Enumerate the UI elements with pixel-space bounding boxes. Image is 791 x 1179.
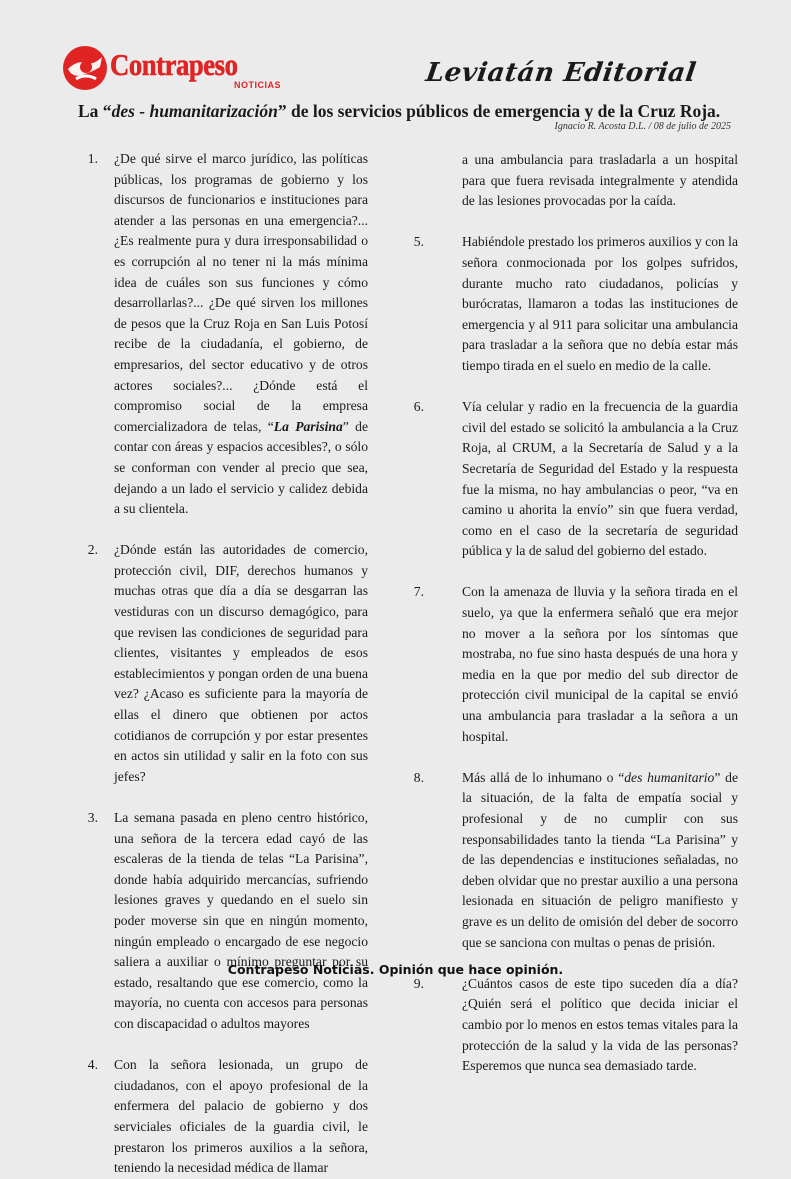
item-number: 9. [413,975,424,991]
item-text: Habiéndole prestado los primeros auxilios y con la señora conmocionada por los golpes sufridos, durante mucho rato ciudadanos, policías y burócratas, llamaron a todas las instituciones de emergencia y al 911 para solicitar una ambulancia para trasladar a la señora que no debía estar más tiempo tirada en el suelo en medio de la calle. [462,234,738,373]
item-text: ¿Cuántos casos de este tipo suceden día a día? ¿Quién será el político que decida iniciar el cambio por lo menos en estos temas vitales para la protección de la salud y la vida de las personas? Esperemos que nunca sea demasiado tarde. [462,975,738,1074]
list-item [413,768,738,953]
item-text-pre: ¿De qué sirve el marco jurídico, las políticas públicas, los programas de gobierno y los discursos de funcionarios e instituciones para atender a las personas en una emergencia?... ¿Es realmente pura y dura irresponsabilidad o es corrupción al no tener ni la más mínima idea de cuáles son sus funciones y cómo desarrollarlas?... ¿De qué sirven los millones de pesos que la Cruz Roja en San Luis Potosí recibe de la ciudadanía, el gobierno, de empresarios, del sector educativo y de otros actores sociales?... ¿Dónde está el compromiso social de la empresa comercializadora de telas, “ [114,151,368,434]
item-text: Con la amenaza de lluvia y la señora tirada en el suelo, ya que la enfermera señaló que era mejor no mover a la señora por los síntomas que mostraba, no fue sino hasta después de una hora y media en la que por medio del sub director de protección civil municipal de la capital se envió una ambulancia para trasladar a la señora a un hospital. [462,584,738,744]
item-number: 1. [87,151,98,166]
byline: Ignacio R. Acosta D.L. / 08 de julio de 2025 [554,121,731,132]
item-text-post: ” de contar con áreas y espacios accesibles?, o sólo se conforman con vender al precio que sea, dejando a un lado el servicio y calidez debida a su clientela. [114,418,368,517]
title-post: ” de los servicios públicos de emergencia y de la Cruz Roja. [277,101,721,121]
logo-mark-icon [62,45,108,91]
item-number: 2. [87,542,98,558]
article-title [78,101,758,122]
item-number: 5. [413,234,424,250]
item-text-post: ” de la situación, de la falta de empatía social y profesional y de no cumplir con sus responsabilidades tanto la tienda “La Parisina” y de las dependencias e instituciones señaladas, no deben olvidar que no prestar auxilio a una persona lesionada en situación de peligro manifiesto y grave es un delito de omisión del deber de socorro que se sanciona con multas o penas de prisión. [462,769,738,950]
list-item [78,808,368,1035]
item-text: ¿Dónde están las autoridades de comercio, protección civil, DIF, derechos humanos y muchas otras que día a día se desgarran las vestiduras con un discurso demagógico, para que revisen las condiciones de seguridad para clientes, visitantes y empleados de esos establecimientos y pongan orden de una buena vez? ¿Acaso es suficiente para la mayoría de ellas el dinero que obtienen por actos cotidianos de corrupción y por estar presentes en actos sin utilidad y salir en la foto con sus jefes? [114,542,368,784]
item-text-emphasis: des humanitario [624,769,715,785]
footer-tagline: Contrapeso Noticias. Opinión que hace opinión. [227,962,564,977]
item-continuation: a una ambulancia para trasladarla a un hospital para que fuera revisada integralmente y atendida de las lesiones provocadas por la caída. [462,152,738,209]
column-left [78,149,368,1179]
item-text: La semana pasada en pleno centro histórico, una señora de la tercera edad cayó de las escaleras de la tienda de telas “La Parisina”, donde había adquirido mercancías, sufriendo lesiones graves y quedando en el suelo sin poder moverse sin que en ningún momento, ningún empleado o encargado de ese negocio saliera a auxiliar o mínimo preguntar por su estado, resaltando que ese comercio, como la mayoría, no cuenta con accesos para personas con discapacidad o adultos mayores [114,810,368,1031]
list-item [78,149,368,520]
list-item [413,232,738,376]
list-item [413,974,738,1077]
item-text [114,149,368,520]
item-text [462,768,738,953]
list-item [78,1055,368,1179]
brand-sub: NOTICIAS [234,80,282,90]
item-number: 6. [413,399,424,415]
item-text: Con la señora lesionada, un grupo de ciudadanos, con el apoyo profesional de la enfermera del palacio de gobierno y dos serviciales oficiales de la guardia civil, le prestaron los primeros auxilios a la señora, teniendo la necesidad médica de llamar [114,1057,368,1176]
list-item [413,397,738,562]
title-pre: La “ [78,101,112,121]
title-emphasis: des - humanitarización [111,101,278,121]
item-text-pre: Más allá de lo inhumano o “ [462,769,625,785]
list-item [78,540,368,787]
item-number: 7. [413,584,424,600]
item-text: Vía celular y radio en la frecuencia de la guardia civil del estado se solicitó la ambulancia a la Cruz Roja, al CRUM, a la Secretaría de Salud y a la Secretaría de Seguridad del Estado y la respuesta fue la misma, no hay ambulancias o peor, “va en camino u ahorita la envío” sin que fuera verdad, como en el caso de la secretaría de seguridad pública y la de salud del gobierno del estado. [462,399,738,559]
column-right [413,150,738,1077]
item-text-emphasis: La Parisina [273,418,343,434]
item-number: 3. [87,810,98,825]
section-title: Leviatán Editorial [423,58,699,88]
item-number: 4. [87,1057,98,1073]
list-item [413,582,738,747]
item-number: 8. [413,769,424,785]
brand-name: Contrapeso [110,47,238,82]
brand-logo[interactable] [62,45,282,95]
